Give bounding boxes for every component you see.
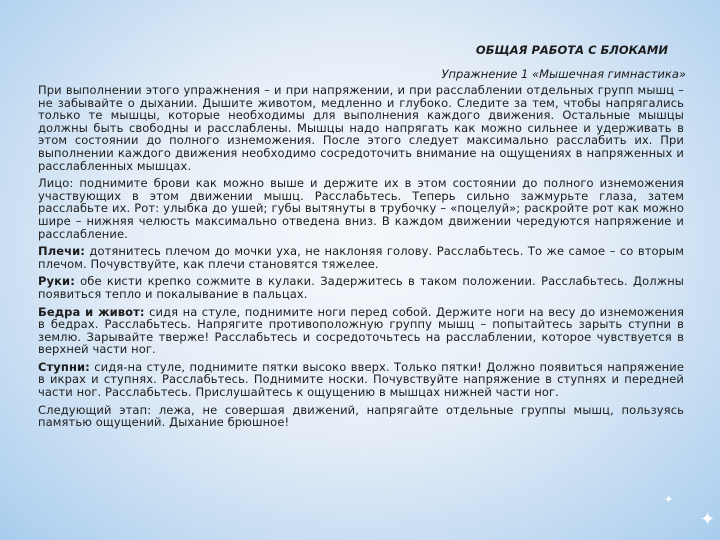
sparkle-decoration-small: ✦ [664, 493, 674, 506]
paragraph-text: обе кисти крепко сожмите в кулаки. Задержитесь в таком положении. Расслабьтесь. Должны появиться тепло и покалывание в пальцах. [38, 274, 684, 301]
paragraph-lead: Руки: [38, 274, 75, 289]
paragraph-text: сидя на стуле, поднимите ноги перед собой. Держите ноги на весу до изнеможения в бедрах. Расслабьтесь. Напрягите противоположную группу мышц – попытайтесь зарыть ступни в землю. Зарывайте тверже! Расслабьтесь и сосредоточьтесь на расслаблении, которое чувствуется в верхней части ног. [38, 304, 684, 357]
paragraph-lead: Плечи: [38, 244, 85, 259]
paragraph-lead: Бедра и живот: [38, 304, 145, 319]
exercise-subtitle: Упражнение 1 «Мышечная гимнастика» [441, 67, 686, 81]
sparkle-decoration: ✦ [700, 509, 716, 530]
hips-abdomen-paragraph [26, 306, 692, 356]
paragraph-text: дотянитесь плечом до мочки уха, не наклоняя голову. Расслабьтесь. То же самое – со вторым плечом. Почувствуйте, как плечи становятся тяжелее. [38, 244, 684, 271]
feet-paragraph [26, 361, 692, 399]
shoulders-paragraph [26, 245, 692, 270]
paragraph-lead: Ступни: [38, 359, 90, 374]
paragraph-text: При выполнении этого упражнения – и при напряжении, и при расслаблении отдельных групп мышц – не забывайте о дыхании. Дышите животом, медленно и глубоко. Следите за тем, чтобы напрягались только те мышцы, которые необходимы для выполнения каждого движения. Остальные мышцы должны быть свободны и расслаблены. Мышцы надо напрягать как можно сильнее и удерживать в этом состоянии до полного изнеможения. После этого следует максимально расслабить их. При выполнении каждого движения необходимо сосредоточить внимание на ощущениях в напряженных и расслабленных мышцах. [38, 83, 684, 173]
paragraph-text: Следующий этап: лежа, не совершая движений, напрягайте отдельные группы мышц, пользуясь памятью ощущений. Дыхание брюшное! [38, 402, 684, 430]
document-page [26, 42, 692, 434]
hands-paragraph [26, 275, 692, 300]
next-stage-paragraph [26, 404, 692, 429]
paragraph-text: сидя-на стуле, поднимите пятки высоко вверх. Только пятки! Должно появиться напряжение в икрах и ступнях. Расслабьтесь. Поднимите носки. Почувствуйте напряжение в ступнях и передней части ног. Расслабьтесь. Прислушайтесь к ощущению в мышцах нижней части ног. [38, 359, 684, 400]
document-title: ОБЩАЯ РАБОТА С БЛОКАМИ [475, 43, 668, 57]
paragraph-text: Лицо: поднимите брови как можно выше и держите их в этом состоянии до полного изнеможения участвующих в этом движении мышц. Расслабьтесь. Теперь сильно зажмурьте глаза, затем расслабьте их. Рот: улыбка до ушей; губы вытянуты в трубочку – «поцелуй»; раскройте рот как можно шире – нижняя челюсть максимально отведена вниз. В каждом движении чередуются напряжение и расслабление. [38, 176, 684, 241]
face-paragraph [26, 177, 692, 240]
intro-paragraph [26, 84, 692, 172]
